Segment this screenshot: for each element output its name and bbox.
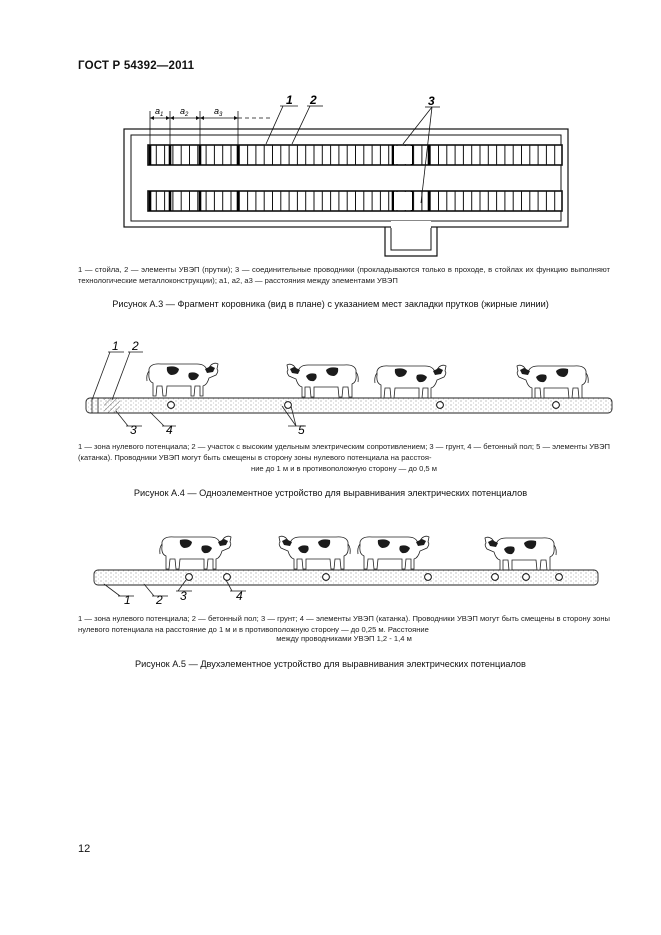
cow-illustration (375, 365, 446, 398)
callout-3: 3 (180, 589, 187, 603)
cow-illustration (279, 536, 350, 569)
concrete-floor (86, 398, 612, 413)
dim-label-a2: $a_2$ (180, 106, 189, 118)
figure-a5-legend-line1: 1 — зона нулевого потенциала; 2 — бетонный пол; 3 — грунт; 4 — элементы УВЭП (катанка). Проводники УВЭП могут быть смещены в сторону зоны нулевого потенциала на расстояние до 1 м и в противоположную сторону — до 0,25 м. Расстояние (78, 614, 610, 634)
conductor-circle (437, 402, 444, 409)
callout-1: 1 (124, 593, 131, 607)
figure-a3-caption: Рисунок А.3 — Фрагмент коровника (вид в плане) с указанием мест закладки прутков (жирные линии) (112, 299, 549, 309)
figure-a3-legend: 1 — стойла, 2 — элементы УВЭП (прутки); 3 — соединительные проводники (прокладываются только в проходе, в стойлах их функцию выполняют технологические металлоконструкции); a1, a2, a3 — расстояния между элементами УВЭП (78, 265, 610, 285)
callout-2: 2 (310, 93, 317, 107)
callout-3: 3 (428, 94, 435, 108)
conductor-circle (168, 402, 175, 409)
cow-illustration (485, 537, 556, 570)
callout-5: 5 (298, 423, 305, 435)
stall-row-top (148, 145, 562, 165)
figure-a5-legend-line2: между проводниками УВЭП 1,2 - 1,4 м (276, 634, 412, 643)
figure-a5-two-element-device (0, 520, 661, 610)
dim-label-a3: $a_3$ (214, 106, 223, 118)
cow-illustration (160, 536, 231, 569)
dim-label-a1: $a_1$ (155, 106, 164, 118)
callout-4: 4 (236, 589, 243, 603)
figure-a4-single-element-device (0, 330, 661, 435)
conductor-circle (323, 574, 330, 581)
callout-2: 2 (156, 593, 163, 607)
page-number: 12 (78, 843, 91, 855)
conductor-circle (556, 574, 563, 581)
stall-row-bottom (148, 191, 562, 211)
figure-a4-legend-line1: 1 — зона нулевого потенциала; 2 — участок с высоким удельным электрическим сопротивлением; 3 — грунт, 4 — бетонный пол; 5 — элементы УВЭП (катанка). Проводники УВЭП могут быть смещены в сторону зоны нулевого потенциала на расстоя- (78, 442, 611, 462)
document-header: ГОСТ Р 54392—2011 (78, 60, 195, 72)
figure-a4-caption: Рисунок А.4 — Одноэлементное устройство для выравнивания электрических потенциалов (133, 488, 528, 498)
cow-illustration (517, 365, 588, 398)
figure-a5-caption: Рисунок А.5 — Двухэлементное устройство для выравнивания электрических потенциалов (135, 659, 526, 669)
conductor-circle (553, 402, 560, 409)
callout-1: 1 (112, 339, 119, 353)
cow-illustration (147, 363, 218, 396)
figure-a3-barn-plan (0, 85, 661, 260)
callout-1: 1 (286, 93, 293, 107)
callout-2: 2 (132, 339, 139, 353)
high-resistance-zone (104, 399, 120, 413)
conductor-circle (186, 574, 193, 581)
conductor-circle (425, 574, 432, 581)
conductor-circle (492, 574, 499, 581)
conductor-circle (224, 574, 231, 581)
cow-illustration (287, 364, 358, 397)
figure-a4-legend-line2: ние до 1 м и в противоположную сторону — до 0,5 м (251, 464, 437, 473)
cow-illustration (358, 536, 429, 569)
conductor-circle (523, 574, 530, 581)
conductor-circle (285, 402, 292, 409)
callout-4: 4 (166, 423, 173, 435)
callout-3: 3 (130, 423, 137, 435)
